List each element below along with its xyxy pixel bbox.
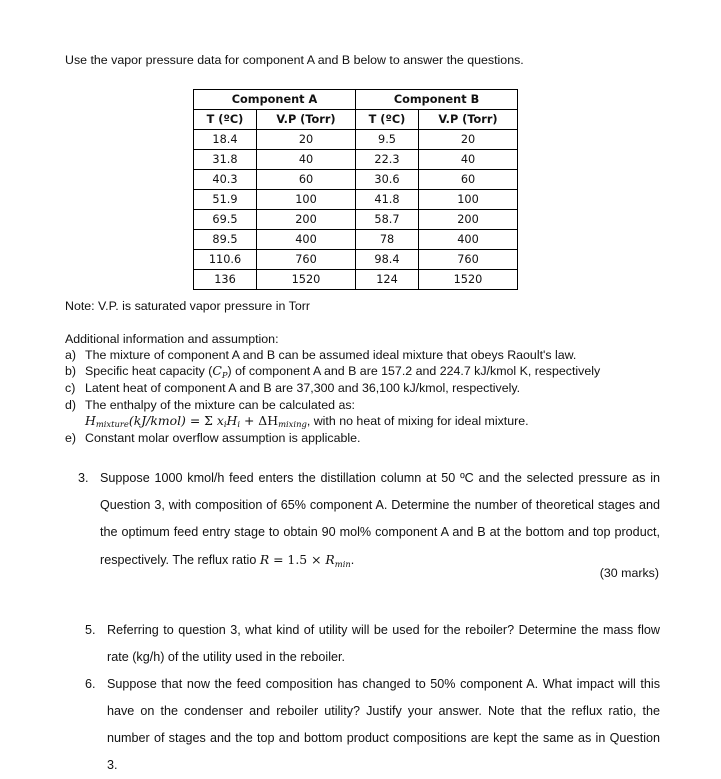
cell-temp-a: 51.9 xyxy=(194,190,257,210)
assumption-marker: b) xyxy=(65,364,77,379)
eq-x: x xyxy=(216,412,224,428)
eq-x-subscript: i xyxy=(223,419,227,430)
assumption-text: The mixture of component A and B can be assumed ideal mixture that obeys Raoult's law. xyxy=(85,348,577,362)
cell-temp-b: 58.7 xyxy=(356,210,419,230)
cell-temp-b: 41.8 xyxy=(356,190,419,210)
table-row xyxy=(194,250,518,270)
cell-vp-b: 200 xyxy=(419,210,518,230)
group-header-component-a: Component A xyxy=(194,90,356,110)
cell-temp-b: 98.4 xyxy=(356,250,419,270)
cell-vp-b: 60 xyxy=(419,170,518,190)
eq-h-subscript: mixture xyxy=(95,419,129,430)
assumption-item-a xyxy=(65,347,660,363)
cp-symbol xyxy=(212,363,227,378)
cell-vp-a: 60 xyxy=(257,170,356,190)
table-row xyxy=(194,270,518,290)
table-row xyxy=(194,210,518,230)
table-row xyxy=(194,130,518,150)
cell-temp-a: 136 xyxy=(194,270,257,290)
table-group-header-row xyxy=(194,90,518,110)
eq-plus: + xyxy=(240,412,259,428)
enthalpy-equation xyxy=(85,413,307,428)
assumption-item-e xyxy=(65,430,660,446)
eq-hi: H xyxy=(226,412,238,428)
question-text-before: Suppose 1000 kmol/h feed enters the distillation column at 50 ºC and the selected pressure as in Question 3, with composition of 65% component A. Determine the number of theoretical stages and the optimum feed entry stage to obtain 90 mol% component A and B at the bottom and top product, respectively. The reflux ratio xyxy=(100,471,660,567)
cell-temp-a: 89.5 xyxy=(194,230,257,250)
assumption-text xyxy=(85,363,660,380)
reflux-equals: = 1.5 × xyxy=(269,552,326,567)
question-marker: 5. xyxy=(85,623,96,637)
assumption-item-d xyxy=(65,397,660,430)
cell-temp-a: 18.4 xyxy=(194,130,257,150)
assumption-text: Latent heat of component A and B are 37,300 and 36,100 kJ/kmol, respectively. xyxy=(85,381,521,396)
cell-temp-b: 22.3 xyxy=(356,150,419,170)
cell-vp-b: 100 xyxy=(419,190,518,210)
cell-temp-a: 40.3 xyxy=(194,170,257,190)
eq-sigma: Σ xyxy=(204,412,217,428)
table-row xyxy=(194,190,518,210)
cell-vp-a: 400 xyxy=(257,230,356,250)
table-row xyxy=(194,170,518,190)
cell-temp-a: 69.5 xyxy=(194,210,257,230)
cell-vp-b: 40 xyxy=(419,150,518,170)
assumption-text-line: The enthalpy of the mixture can be calculated as: xyxy=(85,397,355,412)
note-text: Note: V.P. is saturated vapor pressure in Torr xyxy=(65,299,310,313)
table-column-header-row xyxy=(194,110,518,130)
eq-hi-subscript: i xyxy=(237,419,241,430)
cell-vp-a: 1520 xyxy=(257,270,356,290)
vapor-pressure-table xyxy=(193,89,518,290)
marks-label: (30 marks) xyxy=(599,566,659,580)
assumption-text-before: Specific heat capacity ( xyxy=(85,364,213,379)
cell-vp-a: 100 xyxy=(257,190,356,210)
reflux-ratio-symbol xyxy=(260,552,351,567)
cell-vp-a: 200 xyxy=(257,210,356,230)
cell-temp-a: 110.6 xyxy=(194,250,257,270)
assumption-item-c xyxy=(65,380,660,396)
assumption-text: Constant molar overflow assumption is applicable. xyxy=(85,431,361,446)
cp-subscript: P xyxy=(221,369,228,380)
cell-vp-a: 760 xyxy=(257,250,356,270)
question-marker: 3. xyxy=(78,471,89,485)
assumption-text-after: ) of component A and B are 157.2 and 224.7 kJ/kmol K, respectively xyxy=(227,364,601,379)
assumption-marker: e) xyxy=(65,431,77,446)
additional-info-title: Additional information and assumption: xyxy=(65,332,279,346)
cell-vp-b: 760 xyxy=(419,250,518,270)
column-header-vp-a: V.P (Torr) xyxy=(257,110,356,130)
cell-vp-b: 1520 xyxy=(419,270,518,290)
cell-temp-a: 31.8 xyxy=(194,150,257,170)
question-text: Suppose that now the feed composition has changed to 50% component A. What impact will this have on the condenser and reboiler utility? Justify your answer. Note that the reflux ratio, the number of stages and the top and bottom product compositions are kept the same as in Question 3. xyxy=(107,677,660,772)
eq-tail-text: , with no heat of mixing for ideal mixture. xyxy=(306,413,529,428)
eq-equals: = xyxy=(185,412,205,428)
assumption-marker: c) xyxy=(65,381,76,396)
cp-letter: C xyxy=(212,363,222,379)
cell-vp-a: 20 xyxy=(257,130,356,150)
assumptions-list xyxy=(65,347,660,446)
column-header-temp-b: T (ºC) xyxy=(356,110,419,130)
eq-delta-h: ΔH xyxy=(258,412,279,428)
table-row xyxy=(194,230,518,250)
question-text xyxy=(100,465,660,575)
question-3-block xyxy=(78,465,660,575)
cell-vp-b: 20 xyxy=(419,130,518,150)
vapor-pressure-table-wrapper xyxy=(193,89,518,290)
reflux-rmin-subscript: min xyxy=(334,558,351,569)
reflux-r: R xyxy=(259,552,270,567)
column-header-vp-b: V.P (Torr) xyxy=(419,110,518,130)
cell-vp-a: 40 xyxy=(257,150,356,170)
cell-temp-b: 9.5 xyxy=(356,130,419,150)
eq-units: (kJ/kmol) xyxy=(128,412,186,428)
column-header-temp-a: T (ºC) xyxy=(194,110,257,130)
question-text: Referring to question 3, what kind of utility will be used for the reboiler? Determine the mass flow rate (kg/h) of the utility used in the reboiler. xyxy=(107,623,660,664)
questions-5-6-block xyxy=(85,617,660,779)
table-row xyxy=(194,150,518,170)
assumption-marker: a) xyxy=(65,348,77,362)
cell-temp-b: 30.6 xyxy=(356,170,419,190)
eq-delta-subscript: mixing xyxy=(278,419,307,430)
group-header-component-b: Component B xyxy=(356,90,518,110)
cell-temp-b: 124 xyxy=(356,270,419,290)
question-item-5 xyxy=(85,617,660,671)
cell-temp-b: 78 xyxy=(356,230,419,250)
eq-h: H xyxy=(85,412,96,428)
intro-paragraph: Use the vapor pressure data for component A and B below to answer the questions. xyxy=(65,53,524,67)
question-item-3 xyxy=(78,465,660,575)
question-item-6 xyxy=(85,671,660,779)
cell-vp-b: 400 xyxy=(419,230,518,250)
assumption-item-b xyxy=(65,363,660,380)
assumption-text xyxy=(85,397,660,430)
reflux-rmin: R xyxy=(325,552,335,567)
question-text-after: . xyxy=(350,553,355,567)
assumption-marker: d) xyxy=(65,397,77,412)
question-marker: 6. xyxy=(85,677,96,691)
